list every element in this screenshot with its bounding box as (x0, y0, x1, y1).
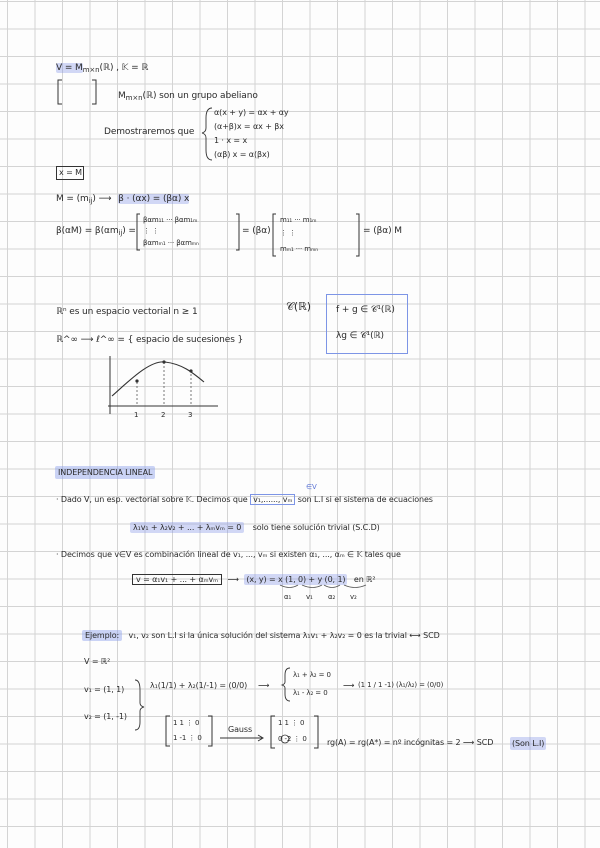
axiom-1: α(x + y) = αx + αy (214, 108, 289, 117)
li-definition: · Dado V, un esp. vectorial sobre 𝕂. Decimos que v₁,......, vₘ son L.I si el sistema de ecuaciones (56, 495, 433, 504)
in-v-label: ∈V (306, 483, 317, 491)
under-alpha1: α₁ (284, 593, 292, 601)
li-system: λ₁v₁ + λ₂v₂ + ... + λₘvₘ = 0 solo tiene solución trivial (S.C.D) (130, 522, 380, 533)
beta-alpha-m: $\beta(\alpha M) = \beta(\alpha m_{ij})$ = (56, 226, 136, 237)
matrix-form: (1 1 / 1 -1) (λ₁/λ₂) = (0/0) (358, 681, 444, 689)
demonstrate-label: Demostraremos que (104, 127, 195, 137)
matrix1-row1: βαm₁₁ ··· βαm₁ₘ (143, 216, 198, 224)
matrix1-row3: βαmₘ₁ ··· βαmₘₙ (143, 239, 199, 247)
matrix2-row3: mₘ₁ ··· mₘₙ (280, 245, 318, 253)
under-alpha2: α₂ (328, 593, 336, 601)
axiom-2: (α+β)x = αx + βx (214, 122, 284, 131)
aug-matrix2-row1: 1 1 ⋮ 0 (278, 719, 305, 727)
under-v2: v₂ (350, 593, 357, 601)
system-eq2: λ₁ - λ₂ = 0 (293, 689, 328, 697)
rn-vector-space: ℝⁿ es un espacio vectorial n ≥ 1 (56, 307, 198, 317)
x-equals-m: x = M (59, 168, 82, 177)
m-definition: $M = (m_{ij})$ ⟶ β · (αx) = (βα) x (56, 194, 190, 205)
section-title: INDEPENDENCIA LINEAL (55, 466, 155, 479)
linear-combination-example: v = α₁v₁ + ... + αₘvₘ ⟶ (x, y) = x (1, 0) + y (0, 1) en ℝ² (132, 574, 376, 585)
aug-matrix1-row1: 1 1 ⋮ 0 (173, 719, 200, 727)
tick-3: 3 (188, 411, 193, 419)
closure-sum: f + g ∈ 𝒞¹(ℝ) (336, 305, 395, 315)
linear-combination-def: · Decimos que v∈V es combinación lineal de v₁, ..., vₘ si existen α₁, ..., αₘ ∈ 𝕂 tales que (56, 550, 401, 559)
tick-1: 1 (134, 411, 139, 419)
vector-equation: λ₁(1/1) + λ₂(1/-1) = (0/0) (150, 681, 248, 690)
axiom-4: (αβ) x = α(βx) (214, 150, 270, 159)
rank-conclusion: rg(A) = rg(A*) = nº incógnitas = 2 ⟶ SCD (327, 738, 494, 747)
continuous-functions: 𝒞(ℝ) (286, 300, 311, 313)
vector-v1: v₁ = (1, 1) (84, 685, 125, 694)
under-v1: v₁ (306, 593, 313, 601)
sequence-space: ℝ^∞ ⟶ ℓ^∞ = { espacio de sucesiones } (56, 335, 244, 345)
arrow-1: ⟶ (258, 681, 270, 690)
closure-scalar: λg ∈ 𝒞¹(ℝ) (336, 331, 384, 341)
aug-matrix1-row2: 1 -1 ⋮ 0 (173, 734, 202, 742)
gauss-label: Gauss (228, 725, 253, 734)
v-definition: $V = M_{m\times n}(ℝ)$ , 𝕂 = ℝ (56, 63, 149, 74)
aug-matrix2-row2: 0 -2 ⋮ 0 (278, 735, 307, 743)
axiom-3: 1 · x = x (214, 136, 248, 145)
tick-2: 2 (161, 411, 166, 419)
example-line: Ejemplo: v₁, v₂ son L.I si la única solución del sistema λ₁v₁ + λ₂v₂ = 0 es la trivial ⟷ SCD (82, 630, 440, 641)
vector-v2: v₂ = (1, -1) (84, 712, 127, 721)
abelian-group-line: $M_{m\times n}(ℝ)$ son un grupo abeliano (118, 91, 258, 102)
system-eq1: λ₁ + λ₂ = 0 (293, 671, 331, 679)
result-beta-alpha-m: = (βα) M (363, 226, 402, 236)
li-conclusion: (Son L.I) (512, 739, 545, 748)
v-r2: V = ℝ² (84, 657, 111, 666)
equals-beta-alpha: = (βα) (242, 226, 271, 236)
arrow-2: ⟶ (343, 681, 355, 690)
matrix1-row2: ⋮ ⋮ (143, 227, 159, 235)
matrix2-row2: ⋮ ⋮ (280, 229, 296, 237)
matrix2-row1: m₁₁ ··· m₁ₘ (280, 216, 317, 224)
